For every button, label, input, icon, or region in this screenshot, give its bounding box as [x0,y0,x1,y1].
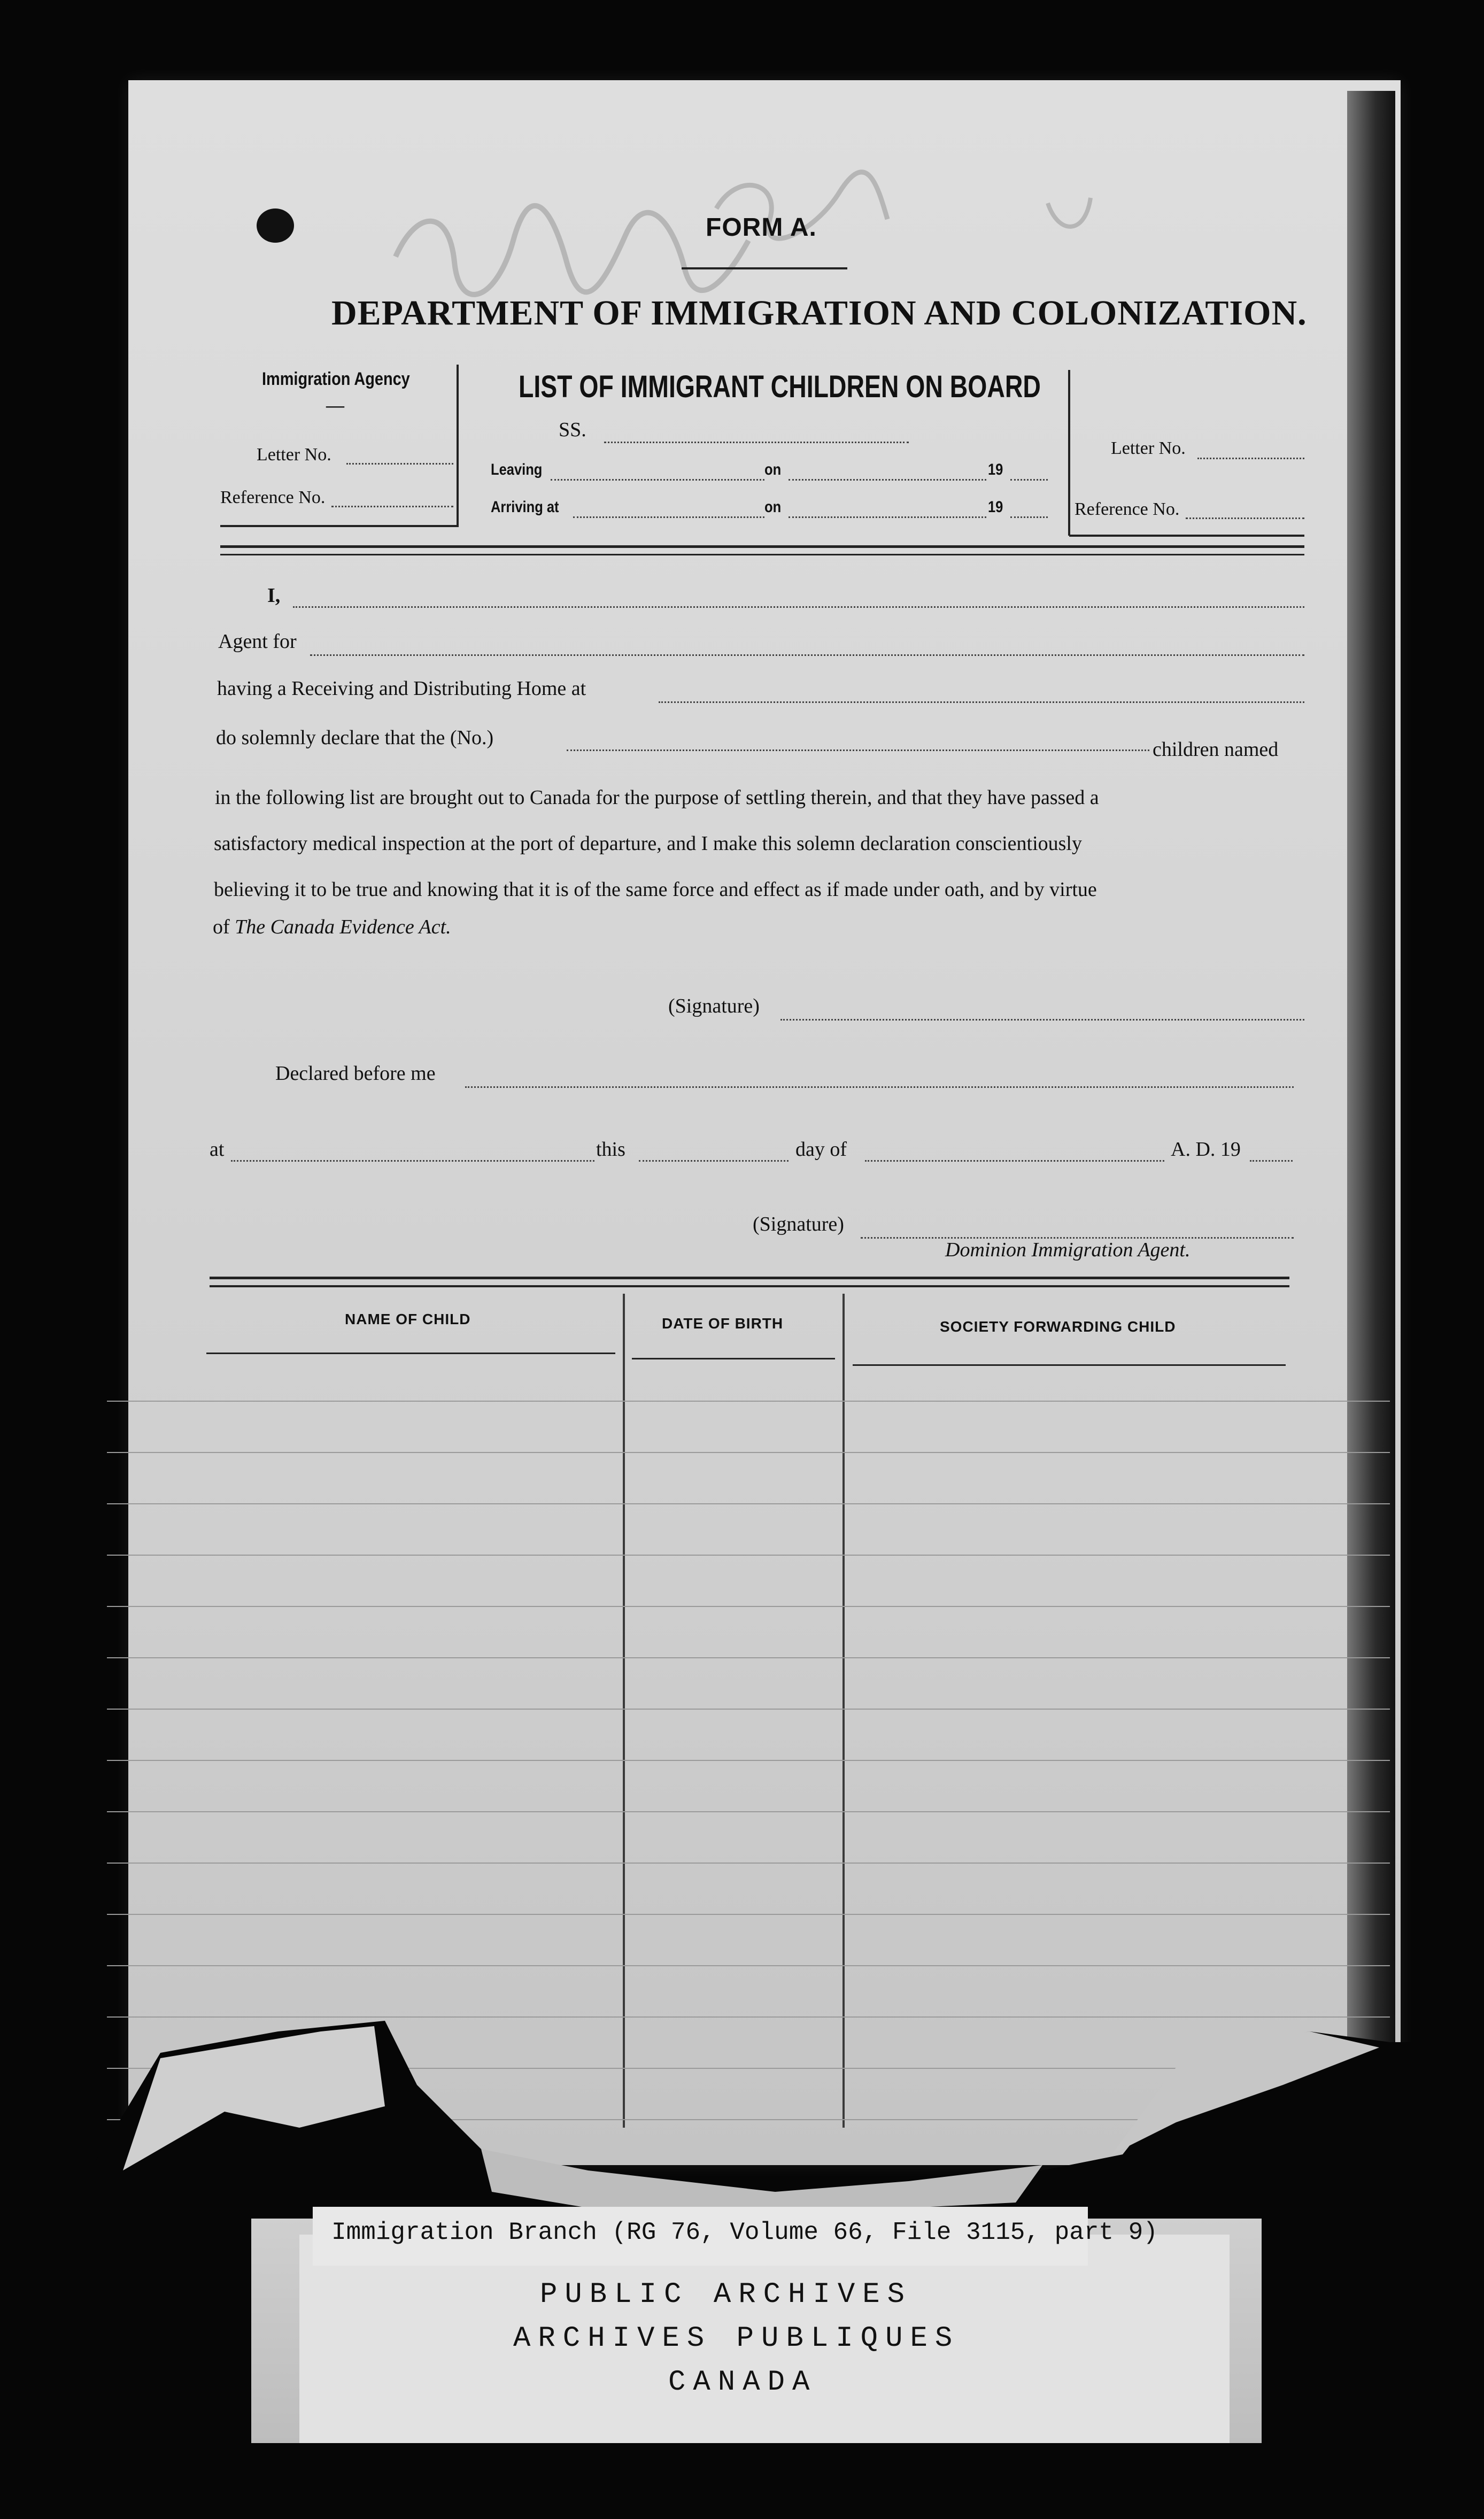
table-row-line [107,1914,1390,1915]
declaration-line-1: in the following list are brought out to Canada for the purpose of settling therein, and that they have passed a [215,786,1099,809]
torn-paper-edge [0,2021,1484,2235]
number-of-children-field[interactable] [567,749,1149,751]
arriving-year-label: 19 [988,498,1003,516]
table-row-line [107,1452,1390,1453]
table-row-line [107,2016,1390,2018]
left-box-right [457,365,459,527]
page-edge-shadow [1347,91,1395,2069]
archive-line-2: ARCHIVES PUBLIQUES [513,2322,960,2355]
day-of-label: day of [795,1138,847,1161]
children-named-label: children named [1153,738,1279,761]
letter-no-label-right: Letter No. [1111,438,1186,458]
arriving-port-field[interactable] [573,516,764,518]
home-location-field[interactable] [659,701,1304,703]
ad-label: A. D. 19 [1171,1138,1241,1161]
department-heading: DEPARTMENT OF IMMIGRATION AND COLONIZATION. [331,293,1307,333]
leaving-year-label: 19 [988,461,1003,478]
table-divider-1 [623,1294,625,2128]
leaving-port-field[interactable] [551,479,764,481]
archive-line-1: PUBLIC ARCHIVES [540,2278,913,2311]
declaration-line-3: believing it to be true and knowing that it is of the same force and effect as if made under oath, and by virtue [214,878,1097,901]
table-row-line [107,1555,1390,1556]
table-row-line [107,1503,1390,1504]
table-row-line [107,1606,1390,1607]
archive-line-3: CANADA [668,2366,817,2399]
day-field[interactable] [639,1160,789,1162]
form-label: FORM A. [706,213,817,242]
form-label-underline [682,267,847,269]
dominion-agent-label: Dominion Immigration Agent. [945,1239,1191,1261]
letter-no-field-left[interactable] [346,463,453,465]
declaration-line-2: satisfactory medical inspection at the port of departure, and I make this solemn declaration conscientiously [214,832,1082,855]
canada-evidence-act: The Canada Evidence Act. [235,916,451,938]
month-field[interactable] [865,1160,1164,1162]
arriving-on-label: on [764,498,782,516]
agent-for-label: Agent for [218,630,297,653]
table-divider-2 [843,1294,845,2128]
immigration-agency-label: Immigration Agency [262,369,410,389]
home-label: having a Receiving and Distributing Home at [217,677,586,700]
agent-for-field[interactable] [310,654,1304,656]
arriving-label: Arriving at [491,498,559,516]
right-box-bottom [1069,535,1304,537]
declared-before-label: Declared before me [275,1062,436,1085]
leaving-date-field[interactable] [789,479,986,481]
leaving-year-field[interactable] [1010,479,1048,481]
list-title: LIST OF IMMIGRANT CHILDREN ON BOARD [519,369,1041,404]
declared-before-field[interactable] [465,1086,1294,1088]
ship-name-field[interactable] [604,442,909,443]
punch-hole [257,208,294,243]
letter-no-field-right[interactable] [1197,458,1304,459]
table-row-line [107,1401,1390,1402]
table-row-line [107,1965,1390,1966]
arriving-year-field[interactable] [1010,516,1048,518]
place-field[interactable] [231,1160,594,1162]
letter-no-label-left: Letter No. [257,445,331,465]
table-row-line [107,1709,1390,1710]
right-box-left [1068,370,1070,536]
header-rule-top [220,545,1304,548]
header-underline-dob [632,1358,835,1359]
reference-no-label-left: Reference No. [220,488,326,507]
at-label: at [210,1138,225,1161]
column-header-name: NAME OF CHILD [345,1311,471,1327]
declare-number-label: do solemnly declare that the (No.) [216,727,494,749]
declaration-line-4-prefix: of [213,916,235,938]
table-top-rule-2 [210,1285,1289,1287]
leaving-on-label: on [764,461,782,478]
column-header-dob: DATE OF BIRTH [662,1315,784,1332]
reference-no-label-right: Reference No. [1075,499,1180,519]
header-underline-name [206,1353,615,1354]
leaving-label: Leaving [491,461,543,478]
table-row-line [107,1657,1390,1658]
archive-reference: Immigration Branch (RG 76, Volume 66, File 3115, part 9) [331,2219,1158,2246]
table-row-line [107,1811,1390,1812]
declarant-name-field[interactable] [293,606,1304,608]
header-rule-bottom [220,554,1304,555]
table-row-line [107,1863,1390,1864]
column-header-society: SOCIETY FORWARDING CHILD [940,1318,1176,1335]
left-box-bottom [220,525,458,527]
arriving-date-field[interactable] [789,516,986,518]
signature-label-1: (Signature) [668,995,760,1017]
ss-label: SS. [559,419,586,441]
signature-field-1[interactable] [780,1019,1304,1021]
ad-year-field[interactable] [1250,1160,1293,1162]
reference-no-field-right[interactable] [1186,517,1304,519]
reference-no-field-left[interactable] [331,506,453,507]
agency-dash: — [326,396,344,415]
this-label: this [596,1138,625,1161]
table-top-rule [210,1277,1289,1279]
signature-label-2: (Signature) [753,1213,844,1235]
header-underline-society [853,1364,1286,1366]
declarant-i-label: I, [267,584,281,607]
table-row-line [107,1760,1390,1761]
